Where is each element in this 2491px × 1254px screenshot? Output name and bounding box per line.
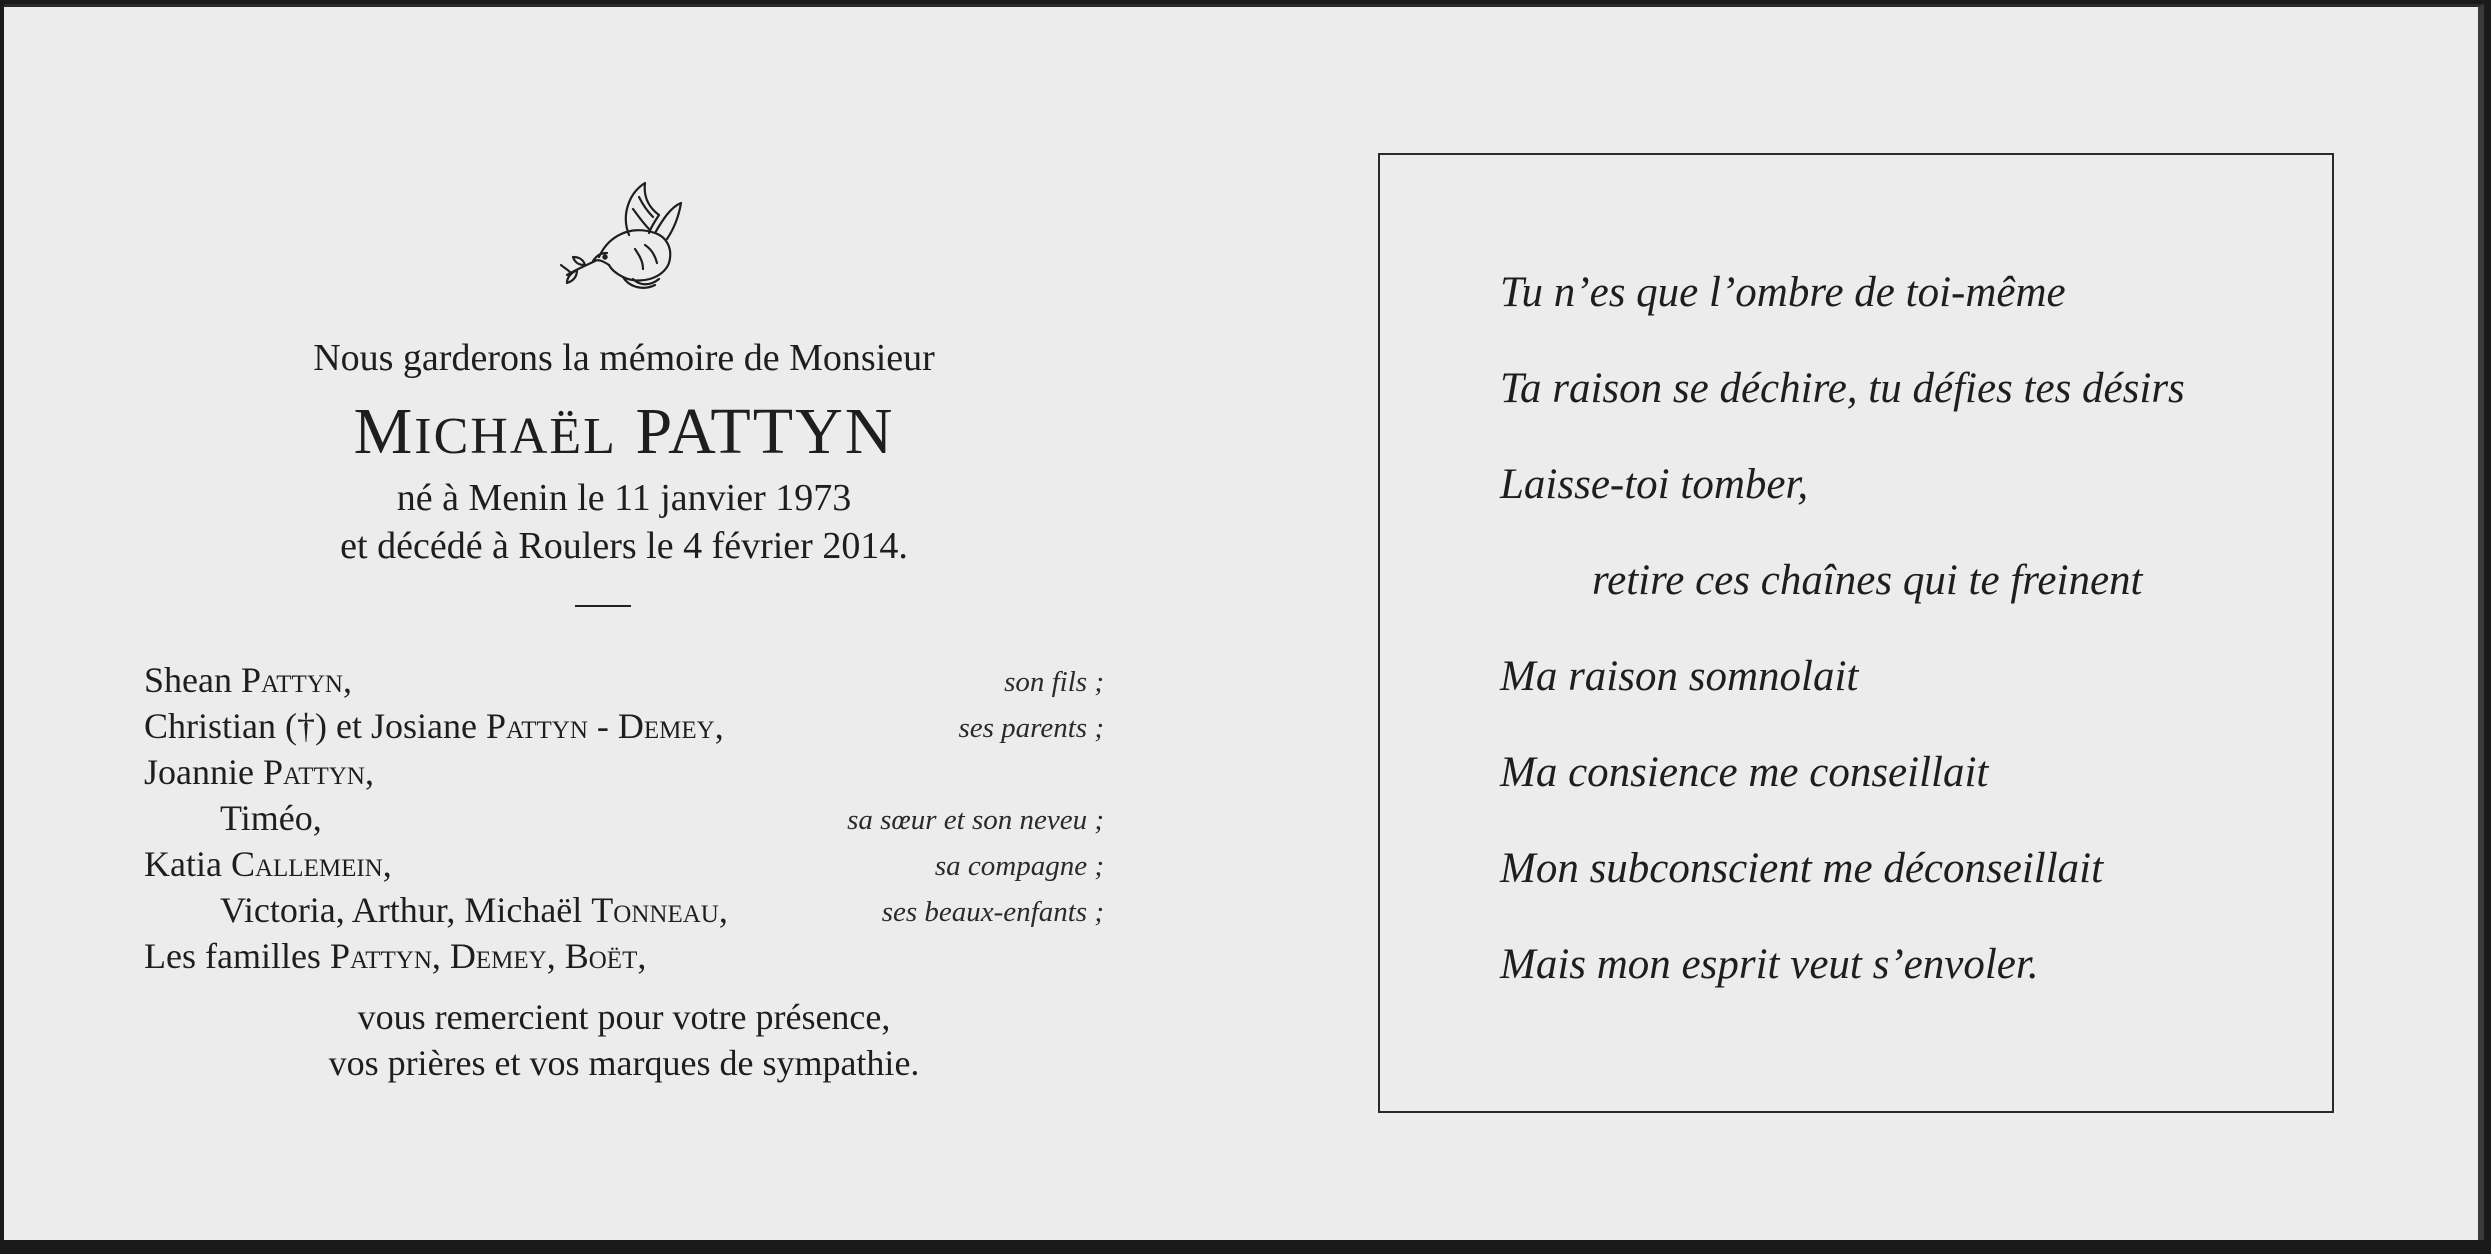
family-row <box>144 703 1104 749</box>
family-row <box>144 657 1104 703</box>
thanks-line-1: vous remercient pour votre présence, <box>357 997 891 1037</box>
name-first-rest: ICHAËL <box>414 408 617 465</box>
family-name: Victoria, Arthur, Michaël Tonneau, <box>220 890 728 930</box>
poem-line: retire ces chaînes qui te freinent <box>1592 557 2143 604</box>
poem-line: Tu n’es que l’ombre de toi-même <box>1500 269 2066 316</box>
family-row <box>144 795 1104 841</box>
birth-line: né à Menin le 11 janvier 1973 <box>396 477 852 519</box>
family-name: Katia Callemein, <box>144 844 392 884</box>
intro-text: Nous garderons la mémoire de Monsieur <box>313 337 935 379</box>
poem-line: Mon subconscient me déconseillait <box>1500 845 2104 892</box>
family-relation: ses beaux-enfants ; <box>881 896 1104 928</box>
thanks-line-2: vos prières et vos marques de sympathie. <box>328 1043 920 1083</box>
family-name: Joannie Pattyn, <box>144 752 374 792</box>
poem-line: Laisse-toi tomber, <box>1500 461 1809 508</box>
deceased-name <box>144 392 1104 477</box>
family-relation: sa sœur et son neveu ; <box>847 804 1104 836</box>
family-relation: son fils ; <box>1004 666 1104 698</box>
dove-with-olive-branch-icon <box>559 175 689 295</box>
poem-frame <box>1378 153 2334 1113</box>
separator-line <box>575 605 631 607</box>
memorial-card <box>4 4 2484 1240</box>
death-line: et décédé à Roulers le 4 février 2014. <box>340 525 908 567</box>
family-row <box>144 841 1104 887</box>
poem-line: Ta raison se déchire, tu défies tes désirs <box>1500 365 2185 412</box>
family-row <box>144 887 1104 933</box>
poem-line: Ma consience me conseillait <box>1500 749 1989 796</box>
family-name: Shean Pattyn, <box>144 660 352 700</box>
name-last: PATTYN <box>635 395 895 468</box>
family-name: Les familles Pattyn, Demey, Boët, <box>144 936 647 976</box>
family-name: Christian (†) et Josiane Pattyn - Demey, <box>144 706 724 746</box>
poem-line: Ma raison somnolait <box>1500 653 1859 700</box>
poem-line: Mais mon esprit veut s’envoler. <box>1500 941 2039 988</box>
family-name: Timéo, <box>220 798 322 838</box>
name-first-initial: M <box>353 395 415 468</box>
memorial-left-panel <box>4 7 1254 1240</box>
family-row <box>144 933 1104 979</box>
family-relation: sa compagne ; <box>934 850 1104 882</box>
family-row <box>144 749 1104 795</box>
family-relation: ses parents ; <box>958 712 1104 744</box>
